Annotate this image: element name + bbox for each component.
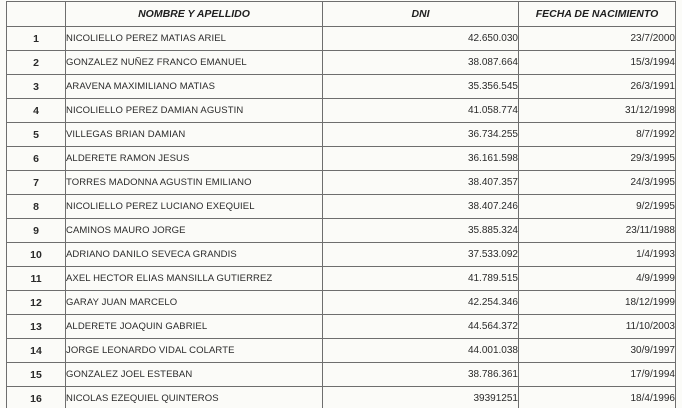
header-birth-date: FECHA DE NACIMIENTO xyxy=(519,2,676,27)
row-dni: 38.786.361 xyxy=(323,363,519,387)
table-row xyxy=(7,363,676,387)
table-header xyxy=(7,2,676,27)
row-full-name: ADRIANO DANILO SEVECA GRANDIS xyxy=(66,243,323,267)
row-full-name: AXEL HECTOR ELIAS MANSILLA GUTIERREZ xyxy=(66,267,323,291)
row-dni: 35.356.545 xyxy=(323,75,519,99)
row-dni: 41.058.774 xyxy=(323,99,519,123)
table-row xyxy=(7,339,676,363)
row-birth-date: 26/3/1991 xyxy=(519,75,676,99)
row-full-name: NICOLIELLO PEREZ LUCIANO EXEQUIEL xyxy=(66,195,323,219)
row-full-name: CAMINOS MAURO JORGE xyxy=(66,219,323,243)
header-dni: DNI xyxy=(323,2,519,27)
row-number: 9 xyxy=(7,219,66,243)
row-full-name: GARAY JUAN MARCELO xyxy=(66,291,323,315)
roster-table xyxy=(6,1,676,408)
row-number: 12 xyxy=(7,291,66,315)
row-birth-date: 30/9/1997 xyxy=(519,339,676,363)
row-full-name: JORGE LEONARDO VIDAL COLARTE xyxy=(66,339,323,363)
table-row xyxy=(7,267,676,291)
row-birth-date: 17/9/1994 xyxy=(519,363,676,387)
table-row xyxy=(7,243,676,267)
table-row xyxy=(7,291,676,315)
row-dni: 38.407.246 xyxy=(323,195,519,219)
row-number: 6 xyxy=(7,147,66,171)
row-dni: 37.533.092 xyxy=(323,243,519,267)
row-birth-date: 8/7/1992 xyxy=(519,123,676,147)
table-row xyxy=(7,51,676,75)
row-birth-date: 11/10/2003 xyxy=(519,315,676,339)
table-row xyxy=(7,387,676,408)
row-dni: 35.885.324 xyxy=(323,219,519,243)
row-full-name: VILLEGAS BRIAN DAMIAN xyxy=(66,123,323,147)
header-row xyxy=(7,2,676,27)
row-birth-date: 23/7/2000 xyxy=(519,27,676,51)
row-dni: 39391251 xyxy=(323,387,519,408)
row-dni: 38.087.664 xyxy=(323,51,519,75)
table-row xyxy=(7,195,676,219)
row-full-name: GONZALEZ NUÑEZ FRANCO EMANUEL xyxy=(66,51,323,75)
row-birth-date: 31/12/1998 xyxy=(519,99,676,123)
row-number: 4 xyxy=(7,99,66,123)
row-dni: 42.650.030 xyxy=(323,27,519,51)
table-body xyxy=(7,27,676,408)
table-row xyxy=(7,219,676,243)
row-number: 7 xyxy=(7,171,66,195)
table-row xyxy=(7,315,676,339)
row-dni: 42.254.346 xyxy=(323,291,519,315)
row-number: 5 xyxy=(7,123,66,147)
row-birth-date: 9/2/1995 xyxy=(519,195,676,219)
row-number: 13 xyxy=(7,315,66,339)
row-full-name: GONZALEZ JOEL ESTEBAN xyxy=(66,363,323,387)
row-full-name: ALDERETE RAMON JESUS xyxy=(66,147,323,171)
row-dni: 36.161.598 xyxy=(323,147,519,171)
row-dni: 36.734.255 xyxy=(323,123,519,147)
row-birth-date: 18/4/1996 xyxy=(519,387,676,408)
row-number: 1 xyxy=(7,27,66,51)
row-birth-date: 1/4/1993 xyxy=(519,243,676,267)
row-number: 16 xyxy=(7,387,66,408)
row-birth-date: 29/3/1995 xyxy=(519,147,676,171)
table-row xyxy=(7,147,676,171)
row-birth-date: 4/9/1999 xyxy=(519,267,676,291)
row-dni: 44.001.038 xyxy=(323,339,519,363)
row-number: 8 xyxy=(7,195,66,219)
row-number: 2 xyxy=(7,51,66,75)
row-number: 11 xyxy=(7,267,66,291)
row-number: 3 xyxy=(7,75,66,99)
header-name: NOMBRE Y APELLIDO xyxy=(66,2,323,27)
table-row xyxy=(7,27,676,51)
row-birth-date: 23/11/1988 xyxy=(519,219,676,243)
row-full-name: ARAVENA MAXIMILIANO MATIAS xyxy=(66,75,323,99)
table-row xyxy=(7,75,676,99)
table-row xyxy=(7,171,676,195)
row-dni: 44.564.372 xyxy=(323,315,519,339)
row-birth-date: 18/12/1999 xyxy=(519,291,676,315)
row-full-name: NICOLAS EZEQUIEL QUINTEROS xyxy=(66,387,323,408)
row-dni: 38.407.357 xyxy=(323,171,519,195)
row-full-name: NICOLIELLO PEREZ MATIAS ARIEL xyxy=(66,27,323,51)
header-number xyxy=(7,2,66,27)
table-row xyxy=(7,99,676,123)
row-full-name: NICOLIELLO PEREZ DAMIAN AGUSTIN xyxy=(66,99,323,123)
row-dni: 41.789.515 xyxy=(323,267,519,291)
row-number: 14 xyxy=(7,339,66,363)
row-full-name: ALDERETE JOAQUIN GABRIEL xyxy=(66,315,323,339)
row-number: 15 xyxy=(7,363,66,387)
row-birth-date: 24/3/1995 xyxy=(519,171,676,195)
row-number: 10 xyxy=(7,243,66,267)
row-birth-date: 15/3/1994 xyxy=(519,51,676,75)
table-row xyxy=(7,123,676,147)
row-full-name: TORRES MADONNA AGUSTIN EMILIANO xyxy=(66,171,323,195)
